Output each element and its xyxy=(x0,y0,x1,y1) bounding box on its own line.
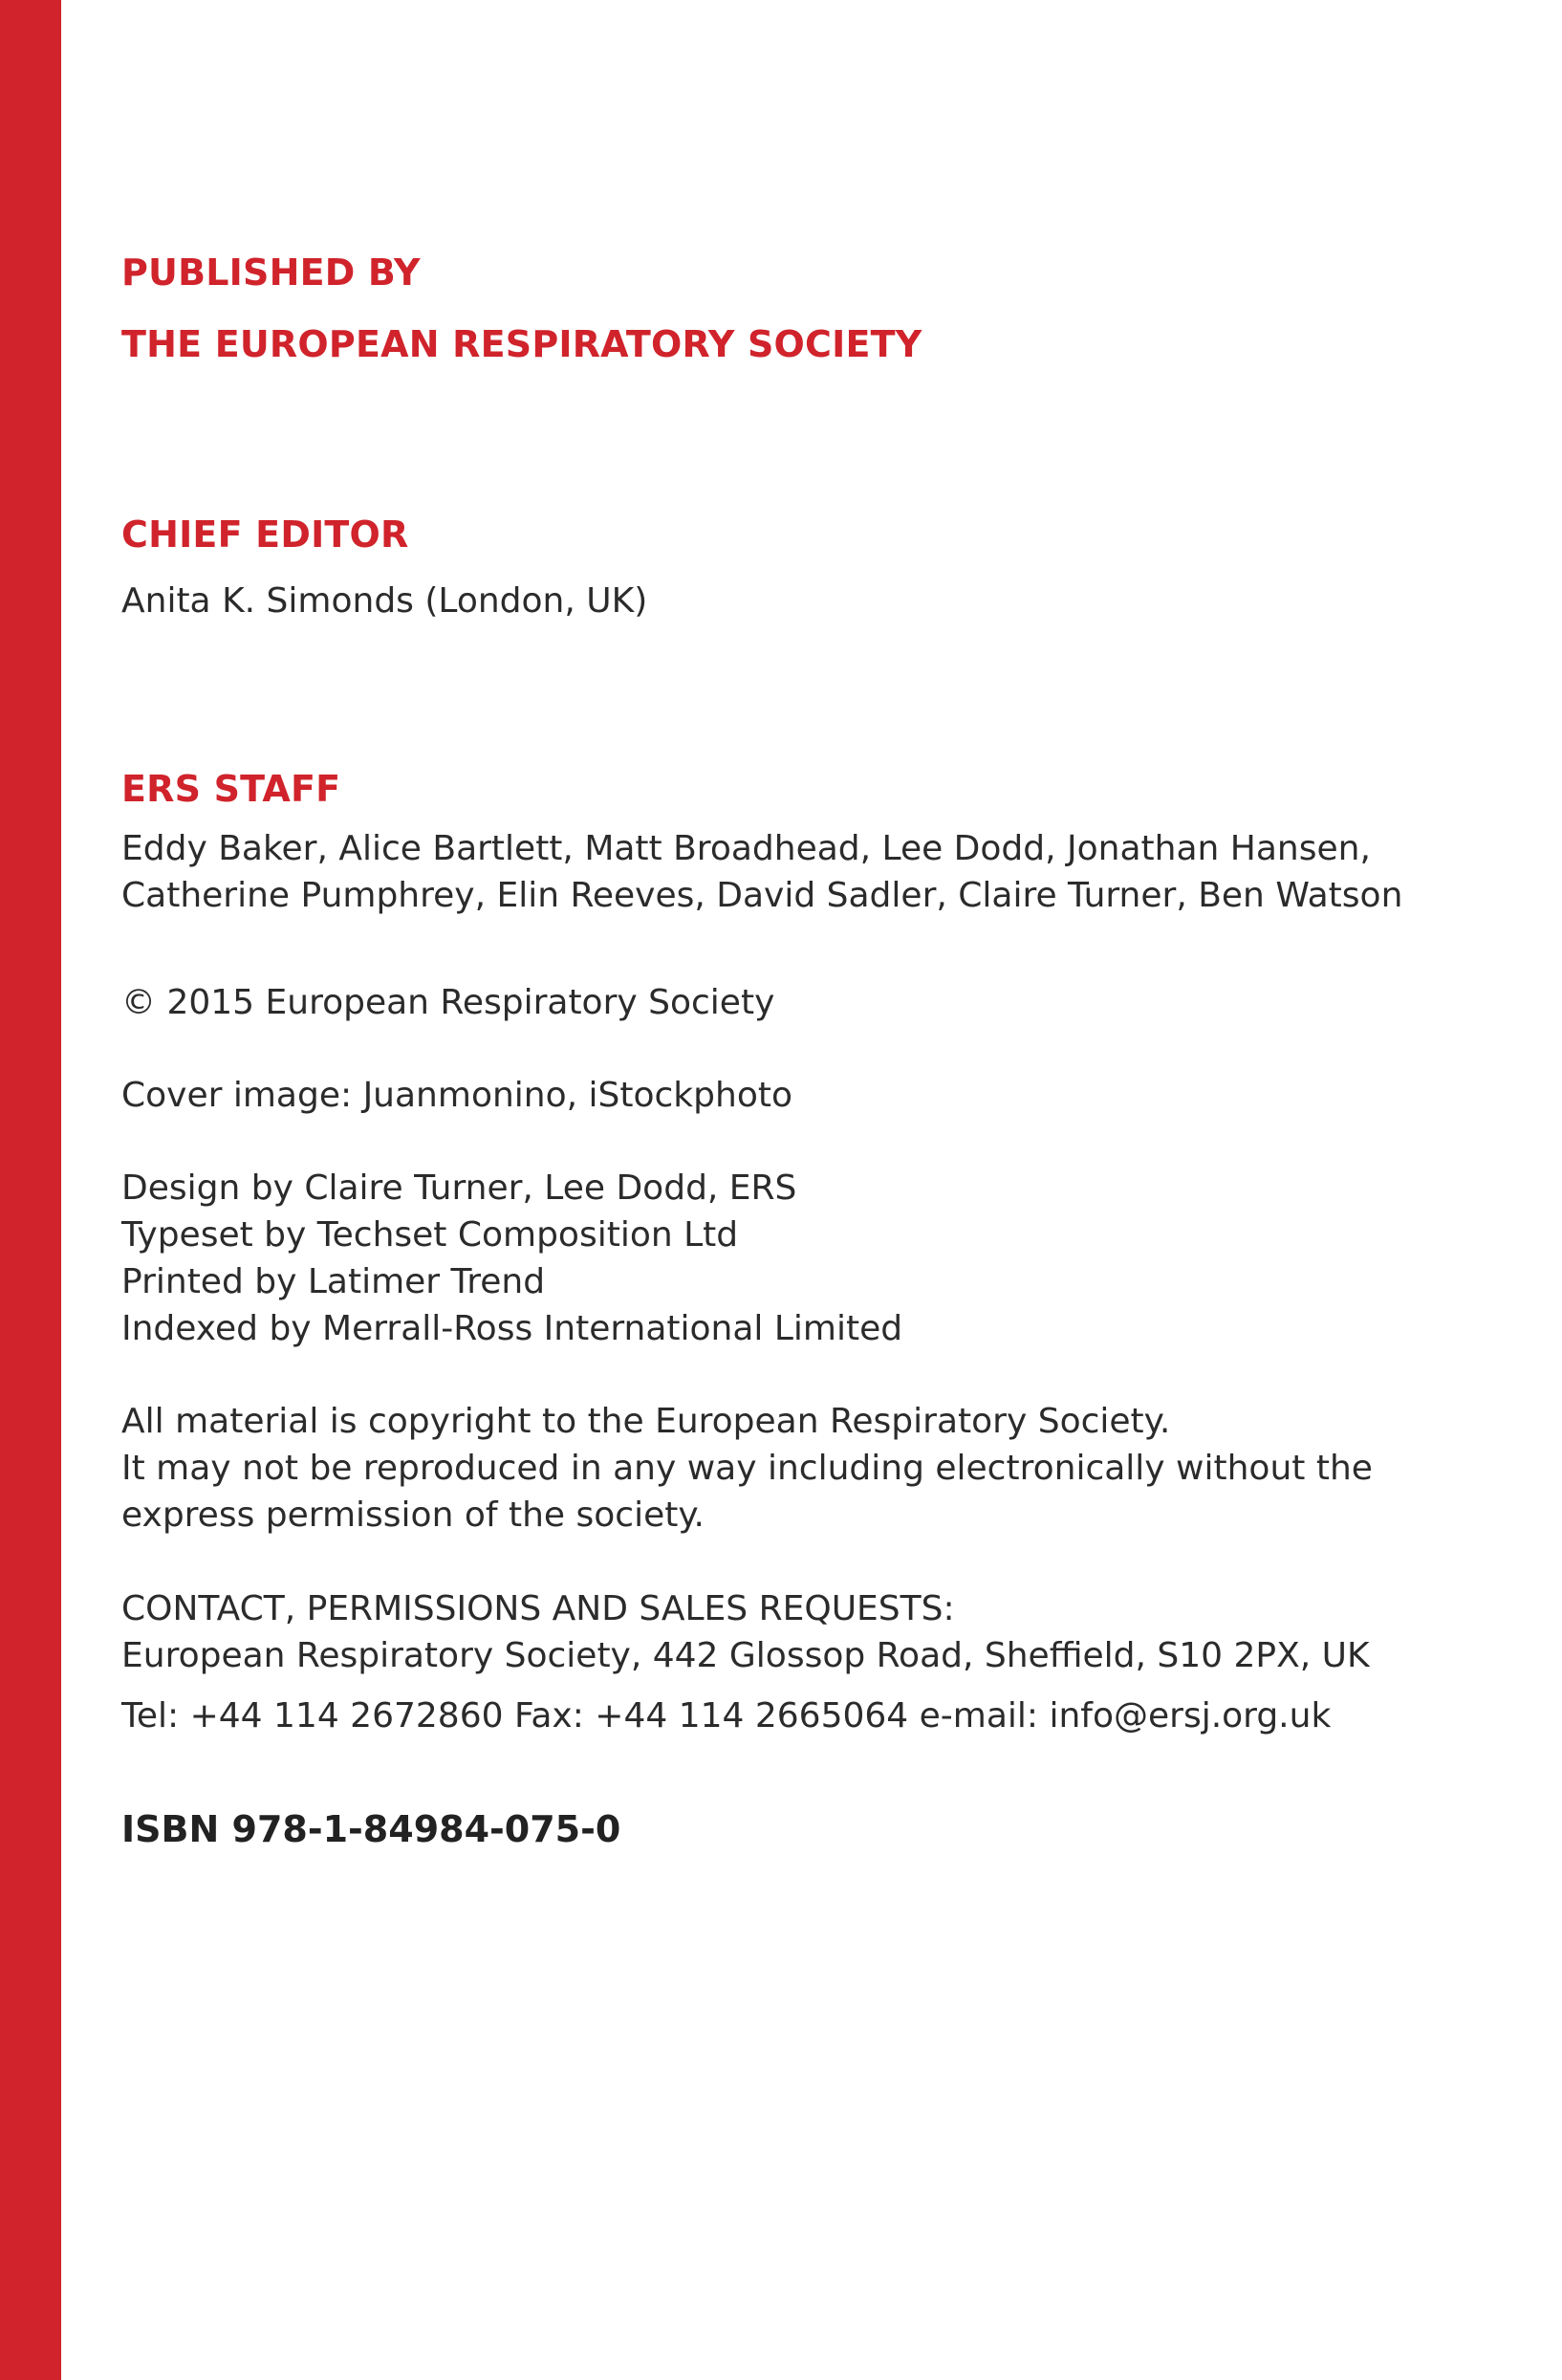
chief-editor-heading: CHIEF EDITOR xyxy=(121,513,409,556)
copyright-notice: © 2015 European Respiratory Society xyxy=(121,983,775,1022)
contact-address: European Respiratory Society, 442 Glossop Road, Sheffield, S10 2PX, UK xyxy=(121,1636,1370,1675)
ers-staff-line: Catherine Pumphrey, Elin Reeves, David Sadler, Claire Turner, Ben Watson xyxy=(121,876,1403,915)
rights-line: It may not be reproduced in any way including electronically without the xyxy=(121,1449,1373,1488)
credit-line: Typeset by Techset Composition Ltd xyxy=(121,1215,739,1255)
red-side-bar xyxy=(0,0,61,2380)
ers-staff-list xyxy=(121,825,1402,919)
publisher-heading xyxy=(121,251,421,295)
production-credits xyxy=(121,1165,902,1352)
isbn-number: ISBN 978-1-84984-075-0 xyxy=(121,1808,621,1850)
cover-image-credit: Cover image: Juanmonino, iStockphoto xyxy=(121,1076,792,1115)
publisher-line-2: THE EUROPEAN RESPIRATORY SOCIETY xyxy=(121,323,922,365)
rights-line: express permission of the society. xyxy=(121,1496,705,1535)
credit-line: Design by Claire Turner, Lee Dodd, ERS xyxy=(121,1168,797,1208)
publisher-line-1: PUBLISHED BY xyxy=(121,251,421,294)
credit-line: Indexed by Merrall-Ross International Limited xyxy=(121,1309,903,1348)
contact-block xyxy=(121,1585,1370,1739)
publisher-name xyxy=(121,322,922,366)
contact-phones: Tel: +44 114 2672860 Fax: +44 114 2665064 e-mail: info@ersj.org.uk xyxy=(121,1696,1332,1736)
rights-line: All material is copyright to the European Respiratory Society. xyxy=(121,1402,1171,1441)
contact-heading: CONTACT, PERMISSIONS AND SALES REQUESTS: xyxy=(121,1589,955,1628)
chief-editor-name: Anita K. Simonds (London, UK) xyxy=(121,581,648,621)
ers-staff-line: Eddy Baker, Alice Bartlett, Matt Broadhead, Lee Dodd, Jonathan Hansen, xyxy=(121,829,1371,868)
rights-statement xyxy=(121,1398,1373,1539)
credit-line: Printed by Latimer Trend xyxy=(121,1262,546,1301)
ers-staff-heading: ERS STAFF xyxy=(121,768,341,810)
